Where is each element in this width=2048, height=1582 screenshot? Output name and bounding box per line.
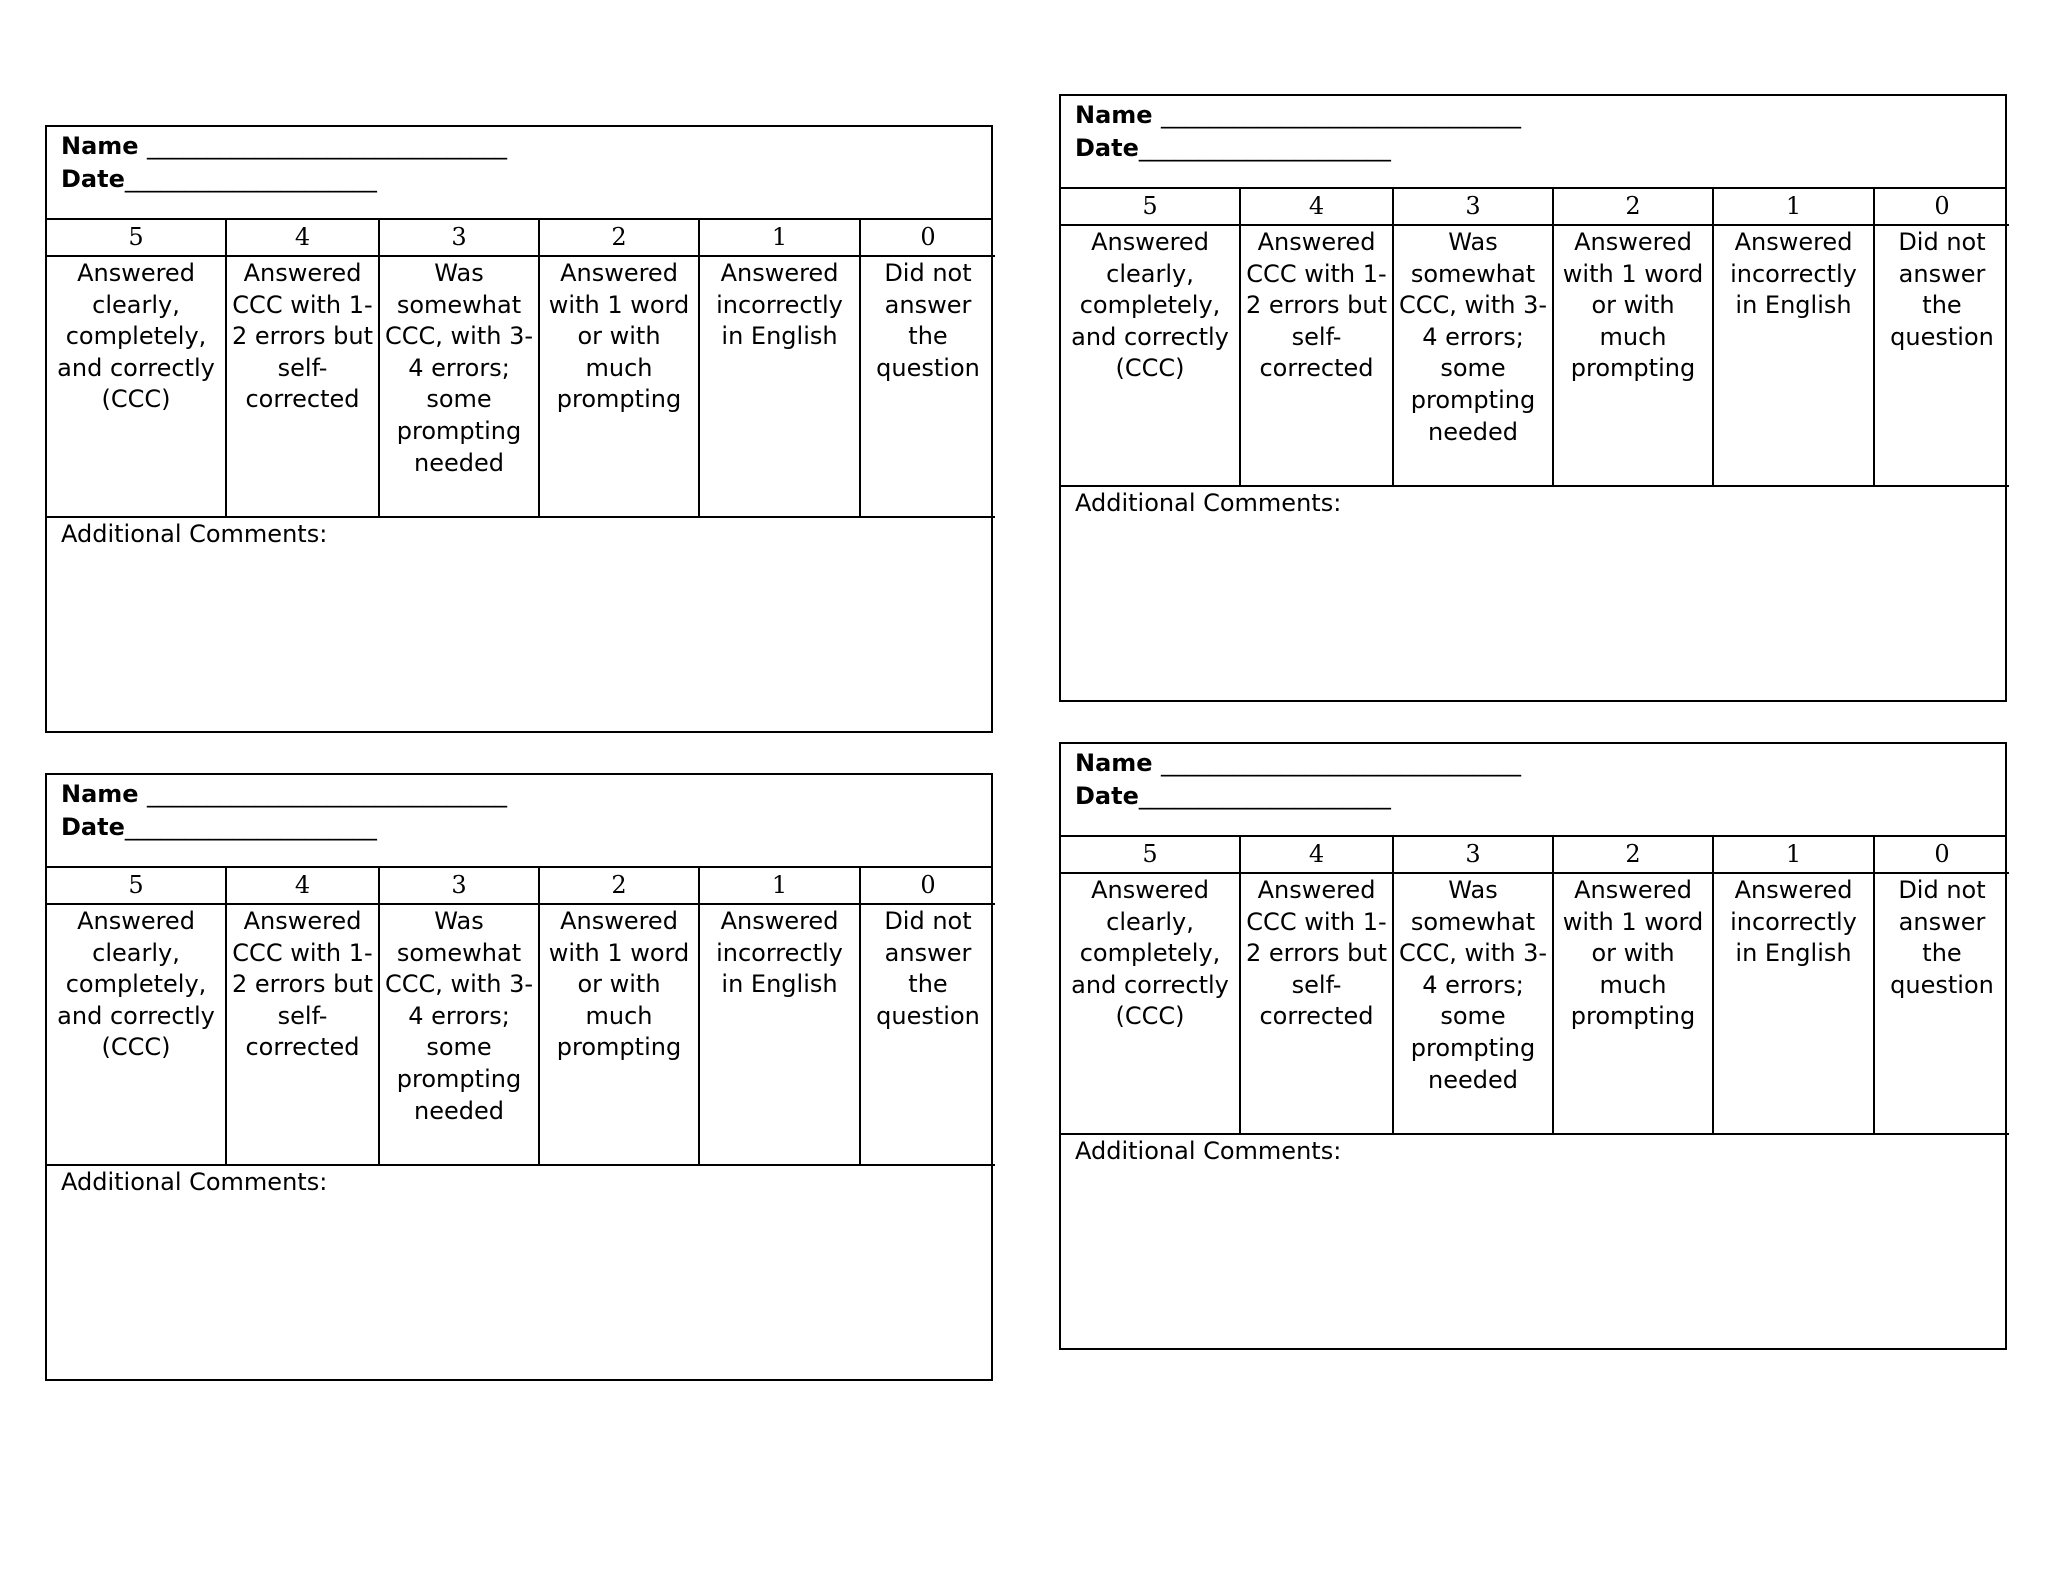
date-line xyxy=(61,163,991,196)
score-cell: 1 xyxy=(1713,837,1874,873)
rubric-table xyxy=(1061,189,2009,487)
descriptor-cell xyxy=(379,256,539,517)
descriptor-text: Answered with 1 word or with much prompting xyxy=(1562,876,1704,1031)
comments-label: Additional Comments: xyxy=(1075,1137,1342,1165)
date-line xyxy=(1075,132,2005,165)
descriptor-cell xyxy=(47,904,226,1165)
date-label: Date xyxy=(1075,782,1139,810)
descriptor-cell xyxy=(699,904,860,1165)
score-cell: 2 xyxy=(1553,189,1713,225)
name-blank: ______________________________ xyxy=(1160,101,1521,129)
rubric-table xyxy=(47,220,995,518)
date-label: Date xyxy=(61,813,125,841)
date-line xyxy=(1075,780,2005,813)
rubric-card xyxy=(1059,742,2007,1350)
card-header xyxy=(47,775,991,868)
score-cell: 0 xyxy=(860,220,995,256)
date-label: Date xyxy=(61,165,125,193)
score-cell: 0 xyxy=(860,868,995,904)
name-label: Name xyxy=(1075,749,1153,777)
score-cell: 0 xyxy=(1874,837,2009,873)
descriptor-text: Answered incorrectly in English xyxy=(716,907,843,999)
descriptor-cell xyxy=(226,904,379,1165)
score-cell: 5 xyxy=(47,220,226,256)
date-label: Date xyxy=(1075,134,1139,162)
descriptor-cell xyxy=(860,256,995,517)
score-cell: 3 xyxy=(379,220,539,256)
date-blank: _____________________ xyxy=(124,165,377,193)
descriptor-text: Answered CCC with 1-2 errors but self-corrected xyxy=(232,259,373,414)
descriptor-text: Answered with 1 word or with much prompting xyxy=(548,907,690,1062)
score-cell: 4 xyxy=(226,868,379,904)
descriptor-cell xyxy=(1713,873,1874,1134)
descriptor-cell xyxy=(379,904,539,1165)
descriptor-cell xyxy=(226,256,379,517)
descriptor-text: Answered clearly, completely, and correctly (CCC) xyxy=(57,907,215,1062)
descriptor-text: Answered with 1 word or with much prompting xyxy=(548,259,690,414)
score-cell: 2 xyxy=(1553,837,1713,873)
rubric-card xyxy=(45,773,993,1381)
descriptor-cell xyxy=(1713,225,1874,486)
descriptor-cell xyxy=(1393,873,1553,1134)
descriptor-cell xyxy=(1874,873,2009,1134)
descriptor-cell xyxy=(1393,225,1553,486)
descriptor-text: Answered incorrectly in English xyxy=(1730,876,1857,968)
rubric-table xyxy=(47,868,995,1166)
descriptor-text: Did not answer the question xyxy=(876,259,980,382)
descriptor-text: Answered clearly, completely, and correctly (CCC) xyxy=(57,259,215,414)
score-cell: 2 xyxy=(539,220,699,256)
score-cell: 3 xyxy=(1393,189,1553,225)
descriptor-text: Did not answer the question xyxy=(1890,228,1994,351)
score-cell: 5 xyxy=(47,868,226,904)
date-blank: _____________________ xyxy=(1138,782,1391,810)
descriptor-text: Answered CCC with 1-2 errors but self-corrected xyxy=(1246,876,1387,1031)
descriptor-cell xyxy=(539,256,699,517)
date-blank: _____________________ xyxy=(1138,134,1391,162)
score-cell: 1 xyxy=(1713,189,1874,225)
descriptor-text: Answered CCC with 1-2 errors but self-corrected xyxy=(1246,228,1387,383)
descriptor-cell xyxy=(1240,873,1393,1134)
descriptor-row xyxy=(47,904,995,1165)
descriptor-row xyxy=(47,256,995,517)
card-header xyxy=(1061,96,2005,189)
descriptor-cell xyxy=(1874,225,2009,486)
score-cell: 0 xyxy=(1874,189,2009,225)
descriptor-text: Answered incorrectly in English xyxy=(716,259,843,351)
descriptor-text: Answered incorrectly in English xyxy=(1730,228,1857,320)
date-line xyxy=(61,811,991,844)
name-line xyxy=(1075,747,2005,780)
score-cell: 4 xyxy=(226,220,379,256)
name-line xyxy=(1075,99,2005,132)
descriptor-text: Was somewhat CCC, with 3-4 errors; some prompting needed xyxy=(384,259,533,477)
score-cell: 3 xyxy=(379,868,539,904)
descriptor-cell xyxy=(1061,873,1240,1134)
descriptor-cell xyxy=(539,904,699,1165)
descriptor-cell xyxy=(1553,873,1713,1134)
name-label: Name xyxy=(1075,101,1153,129)
descriptor-cell xyxy=(860,904,995,1165)
descriptor-text: Did not answer the question xyxy=(876,907,980,1030)
descriptor-cell xyxy=(47,256,226,517)
score-cell: 4 xyxy=(1240,837,1393,873)
score-cell: 5 xyxy=(1061,189,1240,225)
descriptor-row xyxy=(1061,225,2009,486)
descriptor-text: Was somewhat CCC, with 3-4 errors; some prompting needed xyxy=(1398,876,1547,1094)
comments-label: Additional Comments: xyxy=(61,1168,328,1196)
score-cell: 2 xyxy=(539,868,699,904)
comments-label: Additional Comments: xyxy=(61,520,328,548)
rubric-card xyxy=(1059,94,2007,702)
name-blank: ______________________________ xyxy=(1160,749,1521,777)
score-cell: 3 xyxy=(1393,837,1553,873)
name-blank: ______________________________ xyxy=(146,132,507,160)
score-row xyxy=(47,868,995,904)
rubric-card xyxy=(45,125,993,733)
descriptor-text: Answered CCC with 1-2 errors but self-corrected xyxy=(232,907,373,1062)
score-cell: 4 xyxy=(1240,189,1393,225)
descriptor-text: Answered clearly, completely, and correctly (CCC) xyxy=(1071,876,1229,1031)
date-blank: _____________________ xyxy=(124,813,377,841)
descriptor-text: Did not answer the question xyxy=(1890,876,1994,999)
name-blank: ______________________________ xyxy=(146,780,507,808)
score-row xyxy=(1061,837,2009,873)
descriptor-row xyxy=(1061,873,2009,1134)
name-label: Name xyxy=(61,132,139,160)
descriptor-text: Answered clearly, completely, and correctly (CCC) xyxy=(1071,228,1229,383)
descriptor-cell xyxy=(699,256,860,517)
descriptor-cell xyxy=(1061,225,1240,486)
comments-label: Additional Comments: xyxy=(1075,489,1342,517)
descriptor-text: Was somewhat CCC, with 3-4 errors; some prompting needed xyxy=(384,907,533,1125)
rubric-table xyxy=(1061,837,2009,1135)
score-row xyxy=(47,220,995,256)
score-cell: 1 xyxy=(699,220,860,256)
name-label: Name xyxy=(61,780,139,808)
name-line xyxy=(61,130,991,163)
descriptor-text: Answered with 1 word or with much prompting xyxy=(1562,228,1704,383)
descriptor-cell xyxy=(1553,225,1713,486)
score-row xyxy=(1061,189,2009,225)
descriptor-text: Was somewhat CCC, with 3-4 errors; some prompting needed xyxy=(1398,228,1547,446)
descriptor-cell xyxy=(1240,225,1393,486)
score-cell: 5 xyxy=(1061,837,1240,873)
card-header xyxy=(47,127,991,220)
score-cell: 1 xyxy=(699,868,860,904)
card-header xyxy=(1061,744,2005,837)
name-line xyxy=(61,778,991,811)
